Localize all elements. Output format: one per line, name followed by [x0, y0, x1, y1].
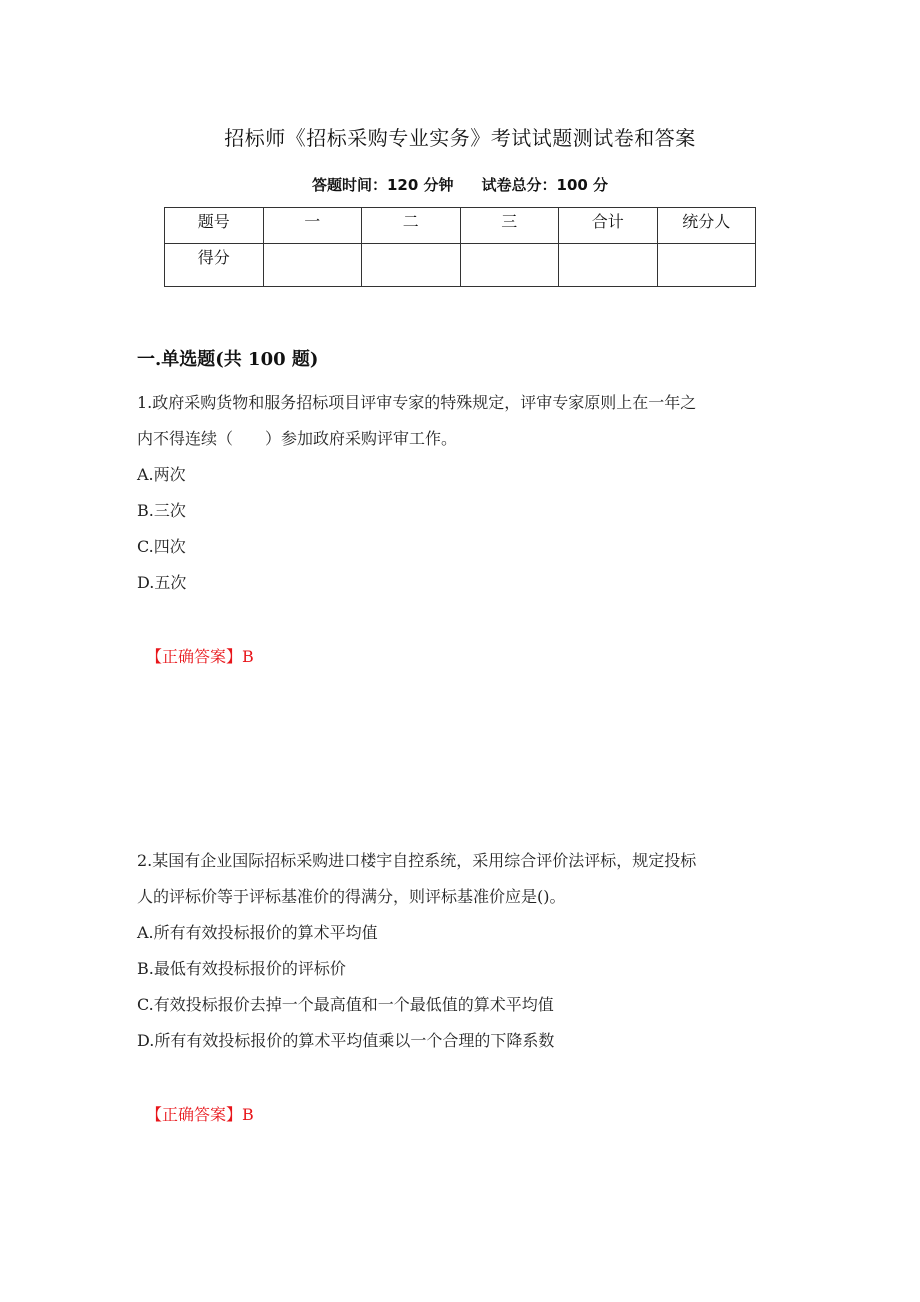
score-table-header-cell: 题号 — [165, 208, 264, 244]
score-row-label: 得分 — [165, 244, 264, 287]
score-table — [164, 207, 756, 287]
question-stem-line: 内不得连续（ ）参加政府采购评审工作。 — [137, 429, 458, 448]
score-table-header-cell: 三 — [460, 208, 559, 244]
option-a: A.所有有效投标报价的算术平均值 — [137, 923, 378, 942]
score-cell — [460, 244, 559, 287]
question-stem-line: 人的评标价等于评标基准价的得满分，则评标基准价应是()。 — [137, 887, 566, 906]
score-cell — [559, 244, 658, 287]
correct-answer: 【正确答案】B — [146, 1105, 254, 1124]
option-c: C.有效投标报价去掉一个最高值和一个最低值的算术平均值 — [137, 995, 554, 1014]
score-table-header-cell: 合计 — [559, 208, 658, 244]
score-table-header-cell: 统分人 — [657, 208, 756, 244]
score-table-header-row — [165, 208, 756, 244]
exam-meta — [0, 174, 920, 195]
correct-answer: 【正确答案】B — [146, 647, 254, 666]
option-b: B.三次 — [137, 501, 186, 520]
total-score: 试卷总分：100 分 — [481, 176, 609, 194]
option-d: D.五次 — [137, 573, 187, 592]
option-d: D.所有有效投标报价的算术平均值乘以一个合理的下降系数 — [137, 1031, 555, 1050]
score-cell — [263, 244, 362, 287]
option-b: B.最低有效投标报价的评标价 — [137, 959, 346, 978]
score-cell — [362, 244, 461, 287]
option-c: C.四次 — [137, 537, 186, 556]
score-table-score-row — [165, 244, 756, 287]
section-heading: 一.单选题(共 100 题) — [137, 349, 319, 370]
score-table-header-cell: 二 — [362, 208, 461, 244]
document-title: 招标师《招标采购专业实务》考试试题测试卷和答案 — [224, 126, 696, 150]
option-a: A.两次 — [137, 465, 186, 484]
exam-time: 答题时间：120 分钟 — [311, 176, 454, 194]
score-table-header-cell: 一 — [263, 208, 362, 244]
score-cell — [657, 244, 756, 287]
question-stem-line: 1.政府采购货物和服务招标项目评审专家的特殊规定，评审专家原则上在一年之 — [137, 393, 697, 412]
question-stem-line: 2.某国有企业国际招标采购进口楼宇自控系统，采用综合评价法评标，规定投标 — [137, 851, 697, 870]
